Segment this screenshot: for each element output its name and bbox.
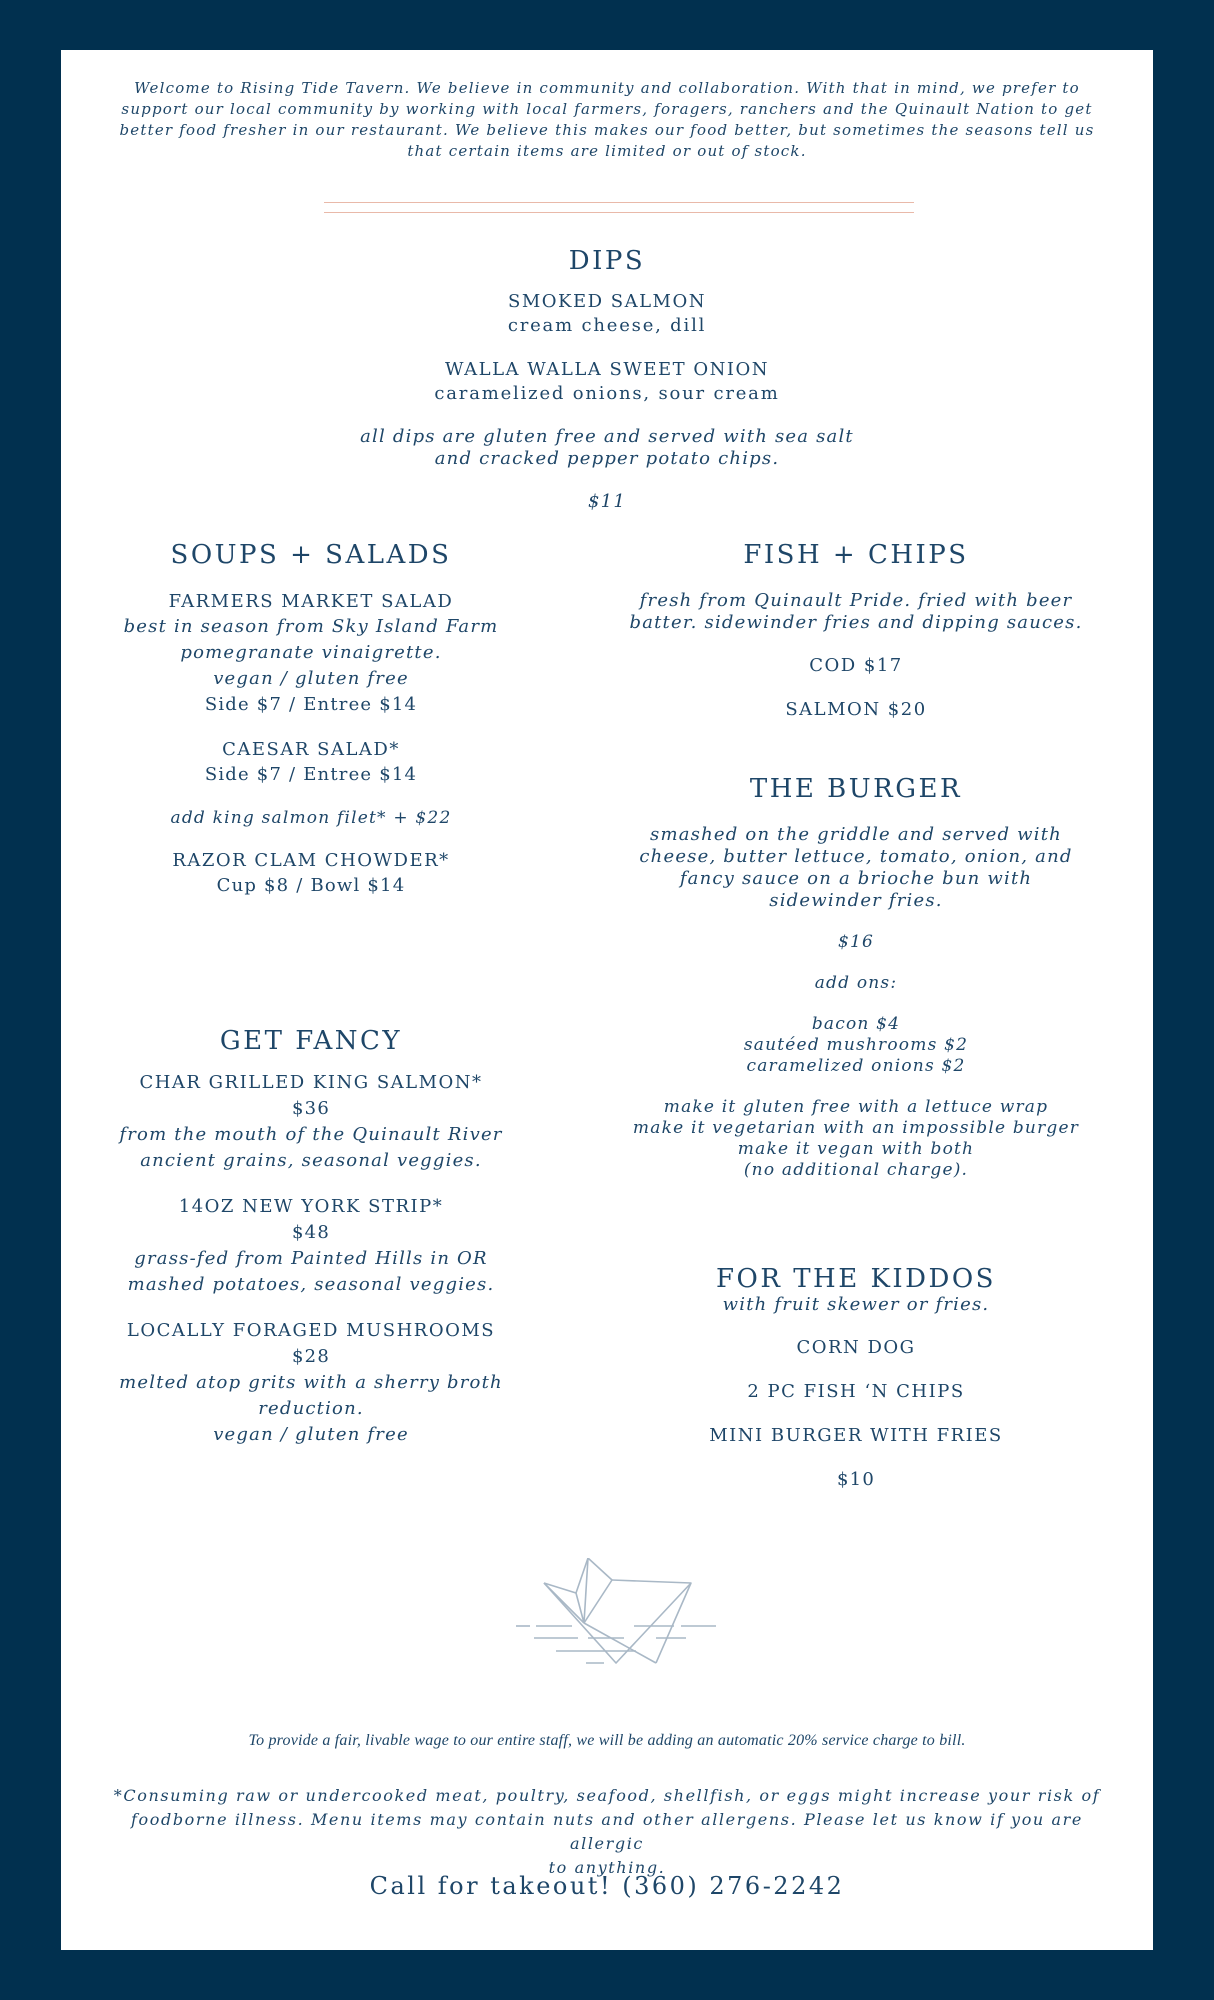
dips-item-desc: caramelized onions, sour cream — [434, 383, 780, 404]
disclaimer-line: foodborne illness. Menu items may contain nuts and other allergens. Please let us know if you are allergic — [131, 1810, 1083, 1853]
dips-price: $11 — [588, 491, 626, 512]
menu-item-name: RAZOR CLAM CHOWDER* — [172, 850, 450, 871]
menu-page — [61, 50, 1153, 1950]
soups-salads-section — [101, 540, 521, 899]
divider-rule-top — [324, 202, 914, 203]
menu-item-desc: from the mouth of the Quinault River — [119, 1124, 503, 1145]
menu-item-desc: best in season from Sky Island Farm — [123, 616, 499, 637]
disclaimer-line: *Consuming raw or undercooked meat, poultry, seafood, shellfish, or eggs might increase your risk of — [113, 1786, 1101, 1805]
menu-item-price: Cup $8 / Bowl $14 — [216, 875, 406, 896]
dips-item-name: SMOKED SALMON — [508, 291, 706, 312]
paper-boat-icon — [516, 1558, 726, 1668]
burger-desc: cheese, butter lettuce, tomato, onion, and — [639, 846, 1073, 867]
menu-item-price: Side $7 / Entree $14 — [204, 764, 418, 785]
kiddos-sub: with fruit skewer or fries. — [722, 1294, 990, 1315]
menu-item-price: $28 — [292, 1346, 330, 1367]
dips-item-desc: cream cheese, dill — [507, 315, 707, 336]
menu-item-price: $36 — [292, 1098, 330, 1119]
dips-heading: DIPS — [568, 246, 646, 276]
fish-option-cod: COD $17 — [809, 655, 903, 676]
burger-section — [616, 774, 1096, 1181]
burger-option: make it vegetarian with an impossible burger — [632, 1118, 1080, 1138]
menu-item-name: LOCALLY FORAGED MUSHROOMS — [126, 1320, 496, 1341]
menu-item-name: CHAR GRILLED KING SALMON* — [139, 1072, 483, 1093]
kiddos-price: $10 — [837, 1469, 875, 1490]
burger-desc: fancy sauce on a brioche bun with — [679, 868, 1033, 889]
menu-item-desc: melted atop grits with a sherry broth — [119, 1372, 503, 1393]
dips-note: all dips are gluten free and served with sea salt — [360, 426, 854, 447]
intro-text: Welcome to Rising Tide Tavern. We believe in community and collaboration. With that in mind, we prefer to support our local community by working with local farmers, foragers, ranchers and the Quinault Nation to get better food fresher in our restaurant. We believe this makes our food better, but sometimes the seasons tell us that certain items are limited or out of stock. — [119, 79, 1095, 160]
menu-addon: add king salmon filet* + $22 — [170, 808, 452, 828]
menu-item-desc: vegan / gluten free — [213, 1424, 409, 1445]
dips-item-name: WALLA WALLA SWEET ONION — [445, 359, 769, 380]
disclaimer-line: to anything. — [548, 1858, 666, 1877]
burger-desc: smashed on the griddle and served with — [650, 824, 1062, 845]
kiddos-item: 2 PC FISH ‘N CHIPS — [747, 1381, 965, 1402]
burger-desc: sidewinder fries. — [769, 890, 943, 911]
kiddos-heading: FOR THE KIDDOS — [716, 1264, 996, 1294]
menu-item-desc: reduction. — [258, 1398, 364, 1419]
takeout-phone[interactable]: Call for takeout! (360) 276-2242 — [369, 1872, 845, 1900]
menu-item-name: FARMERS MARKET SALAD — [168, 591, 454, 612]
fish-option-salmon: SALMON $20 — [785, 699, 927, 720]
menu-item-desc: vegan / gluten free — [213, 668, 409, 689]
fancy-heading: GET FANCY — [219, 1026, 403, 1056]
burger-addon: caramelized onions $2 — [746, 1056, 966, 1076]
menu-item-desc: pomegranate vinaigrette. — [180, 642, 442, 663]
dips-note: and cracked pepper potato chips. — [434, 448, 780, 469]
kiddos-section — [616, 1264, 1096, 1492]
fish-chips-section — [616, 540, 1096, 722]
get-fancy-section — [101, 1026, 521, 1448]
menu-item-price: $48 — [292, 1222, 330, 1243]
service-charge-note: To provide a fair, livable wage to our entire staff, we will be adding an automatic 20% service charge to bill. — [248, 1732, 966, 1749]
burger-option: make it gluten free with a lettuce wrap — [663, 1097, 1049, 1117]
menu-item-name: CAESAR SALAD* — [222, 739, 400, 760]
divider-rule-bottom — [324, 212, 914, 213]
menu-item-price: Side $7 / Entree $14 — [204, 694, 418, 715]
burger-heading: THE BURGER — [749, 774, 963, 804]
kiddos-item: CORN DOG — [796, 1337, 916, 1358]
kiddos-item: MINI BURGER WITH FRIES — [709, 1425, 1003, 1446]
burger-option: (no additional charge). — [743, 1160, 969, 1180]
menu-item-desc: ancient grains, seasonal veggies. — [140, 1150, 482, 1171]
menu-item-name: 14OZ NEW YORK STRIP* — [178, 1196, 444, 1217]
menu-item-desc: mashed potatoes, seasonal veggies. — [127, 1274, 495, 1295]
fish-desc: fresh from Quinault Pride. fried with beer — [639, 590, 1073, 611]
burger-addon: bacon $4 — [811, 1014, 901, 1034]
allergen-disclaimer — [91, 1784, 1123, 1880]
burger-addon: sautéed mushrooms $2 — [743, 1035, 969, 1055]
burger-option: make it vegan with both — [737, 1139, 975, 1159]
burger-addons-label: add ons: — [814, 973, 898, 993]
dips-section — [307, 246, 907, 514]
fish-desc: batter. sidewinder fries and dipping sauces. — [629, 612, 1083, 633]
menu-item-desc: grass-fed from Painted Hills in OR — [134, 1248, 488, 1269]
fish-heading: FISH + CHIPS — [743, 540, 969, 570]
burger-price: $16 — [837, 932, 875, 952]
soups-heading: SOUPS + SALADS — [170, 540, 452, 570]
